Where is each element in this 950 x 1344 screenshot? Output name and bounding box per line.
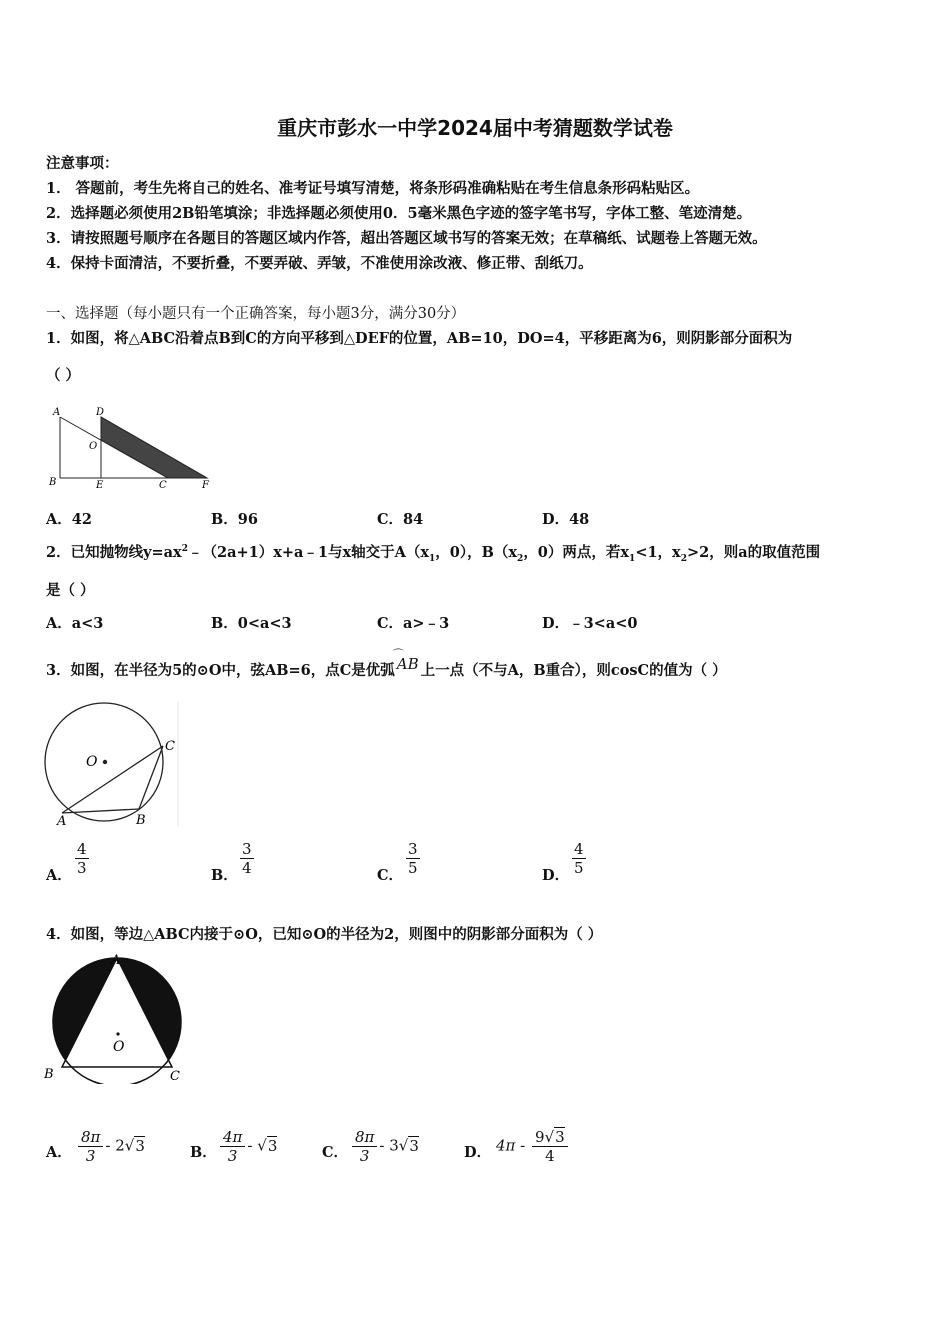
page-title: 重庆市彭水一中学2024届中考猜题数学试卷 — [277, 116, 673, 140]
arc-label: AB — [396, 655, 419, 673]
center-dot — [103, 760, 107, 764]
notice-item: 1． 答题前，考生先将自己的姓名、准考证号填写清楚，将条形码准确粘贴在考生信息条形码粘贴区。 — [46, 180, 700, 197]
notice-heading: 注意事项： — [46, 155, 119, 172]
label-c: C — [159, 480, 167, 491]
label-c: C — [165, 739, 175, 754]
question-1-option-d: D．48 — [542, 511, 590, 528]
question-4-figure — [42, 954, 192, 1084]
question-2-option-b: B．0<a<3 — [211, 615, 292, 632]
label-a: A — [53, 407, 61, 418]
question-2-option-d: D．﹣3<a<0 — [542, 615, 638, 632]
question-3-option-d-fraction: $\frac{4}{5}$ — [574, 840, 584, 877]
question-3-option-b-letter: B． — [211, 867, 238, 884]
question-4-option-b-expr: $\frac{4\pi}{3}$ - √3 — [218, 1128, 277, 1165]
label-a: A — [111, 954, 121, 968]
question-2-option-a: A．a<3 — [46, 615, 104, 632]
question-4-stem: 4．如图，等边△ABC内接于⊙O，已知⊙O的半径为2，则图中的阴影部分面积为（ ） — [46, 926, 603, 943]
center-dot — [116, 1032, 119, 1035]
question-3-option-b-fraction: $\frac{3}{4}$ — [242, 840, 252, 877]
label-a: A — [57, 814, 67, 828]
question-3-figure — [42, 700, 182, 828]
label-c: C — [170, 1069, 180, 1084]
question-4-option-b-letter: B． — [190, 1144, 217, 1161]
question-3-option-c-fraction: $\frac{3}{5}$ — [408, 840, 418, 877]
question-3-option-a-fraction: $\frac{4}{3}$ — [77, 840, 87, 877]
question-1-option-b: B．96 — [211, 511, 258, 528]
notice-item: 3．请按照题号顺序在各题目的答题区域内作答，超出答题区域书写的答案无效；在草稿纸、试题卷上答题无效。 — [46, 230, 767, 247]
label-b: B — [44, 1067, 54, 1082]
question-4-option-c-letter: C． — [322, 1144, 349, 1161]
question-3-option-a-letter: A． — [46, 867, 72, 884]
question-2-stem: 2．已知抛物线$y=ax^2﹣(2a+1)x+a﹣1$与x轴交于$A(x_1$，0），$B(x_2$，0）两点，若$x_1<1$，$x_2>2$，则a的取值范围 — [46, 544, 821, 564]
question-2-stem-cont: 是（ ） — [46, 582, 95, 599]
arc-symbol: ⌒ — [392, 648, 404, 661]
question-2-option-c: C．a>﹣3 — [377, 615, 450, 632]
question-4-option-a-letter: A． — [46, 1144, 72, 1161]
question-4-option-d-letter: D． — [464, 1144, 492, 1161]
question-4-option-d-expr: 4π - $\frac{9√3}{4}$ — [496, 1128, 570, 1165]
shaded-region — [101, 417, 207, 478]
label-b: B — [49, 477, 57, 488]
question-1-stem: 1．如图，将△ABC沿着点B到C的方向平移到△DEF的位置，AB=10，DO=4，平移距离为6，则阴影部分面积为 — [46, 330, 793, 347]
section-heading: 一、选择题（每小题只有一个正确答案，每小题3分，满分30分） — [46, 306, 466, 322]
question-3-option-d-letter: D． — [542, 867, 570, 884]
label-e: E — [96, 480, 104, 491]
label-d: D — [96, 407, 105, 418]
question-3-option-c-letter: C． — [377, 867, 404, 884]
notice-item: 2．选择题必须使用2B铅笔填涂；非选择题必须使用0．5毫米黑色字迹的签字笔书写，字体工整、笔迹清楚。 — [46, 205, 752, 222]
question-1-figure — [44, 402, 224, 494]
question-3-stem: 3．如图，在半径为5的⊙O中，弦AB=6，点C是优弧 ⌒ AB 上一点（不与A，B重合），则cosC的值为（ ） — [46, 648, 727, 679]
label-o: O — [113, 1039, 125, 1055]
question-1-paren: （ ） — [46, 367, 81, 384]
question-4-option-a-expr: $\frac{8\pi}{3}$ - 2√3 — [76, 1128, 145, 1165]
label-b: B — [136, 813, 146, 828]
label-o: O — [86, 754, 98, 770]
question-4-option-c-expr: $\frac{8\pi}{3}$ - 3√3 — [350, 1128, 419, 1165]
question-1-option-a: A．42 — [46, 511, 92, 528]
question-1-option-c: C．84 — [377, 511, 424, 528]
label-f: F — [202, 480, 209, 491]
label-o: O — [89, 441, 98, 452]
notice-item: 4．保持卡面清洁，不要折叠，不要弄破、弄皱，不准使用涂改液、修正带、刮纸刀。 — [46, 255, 593, 272]
